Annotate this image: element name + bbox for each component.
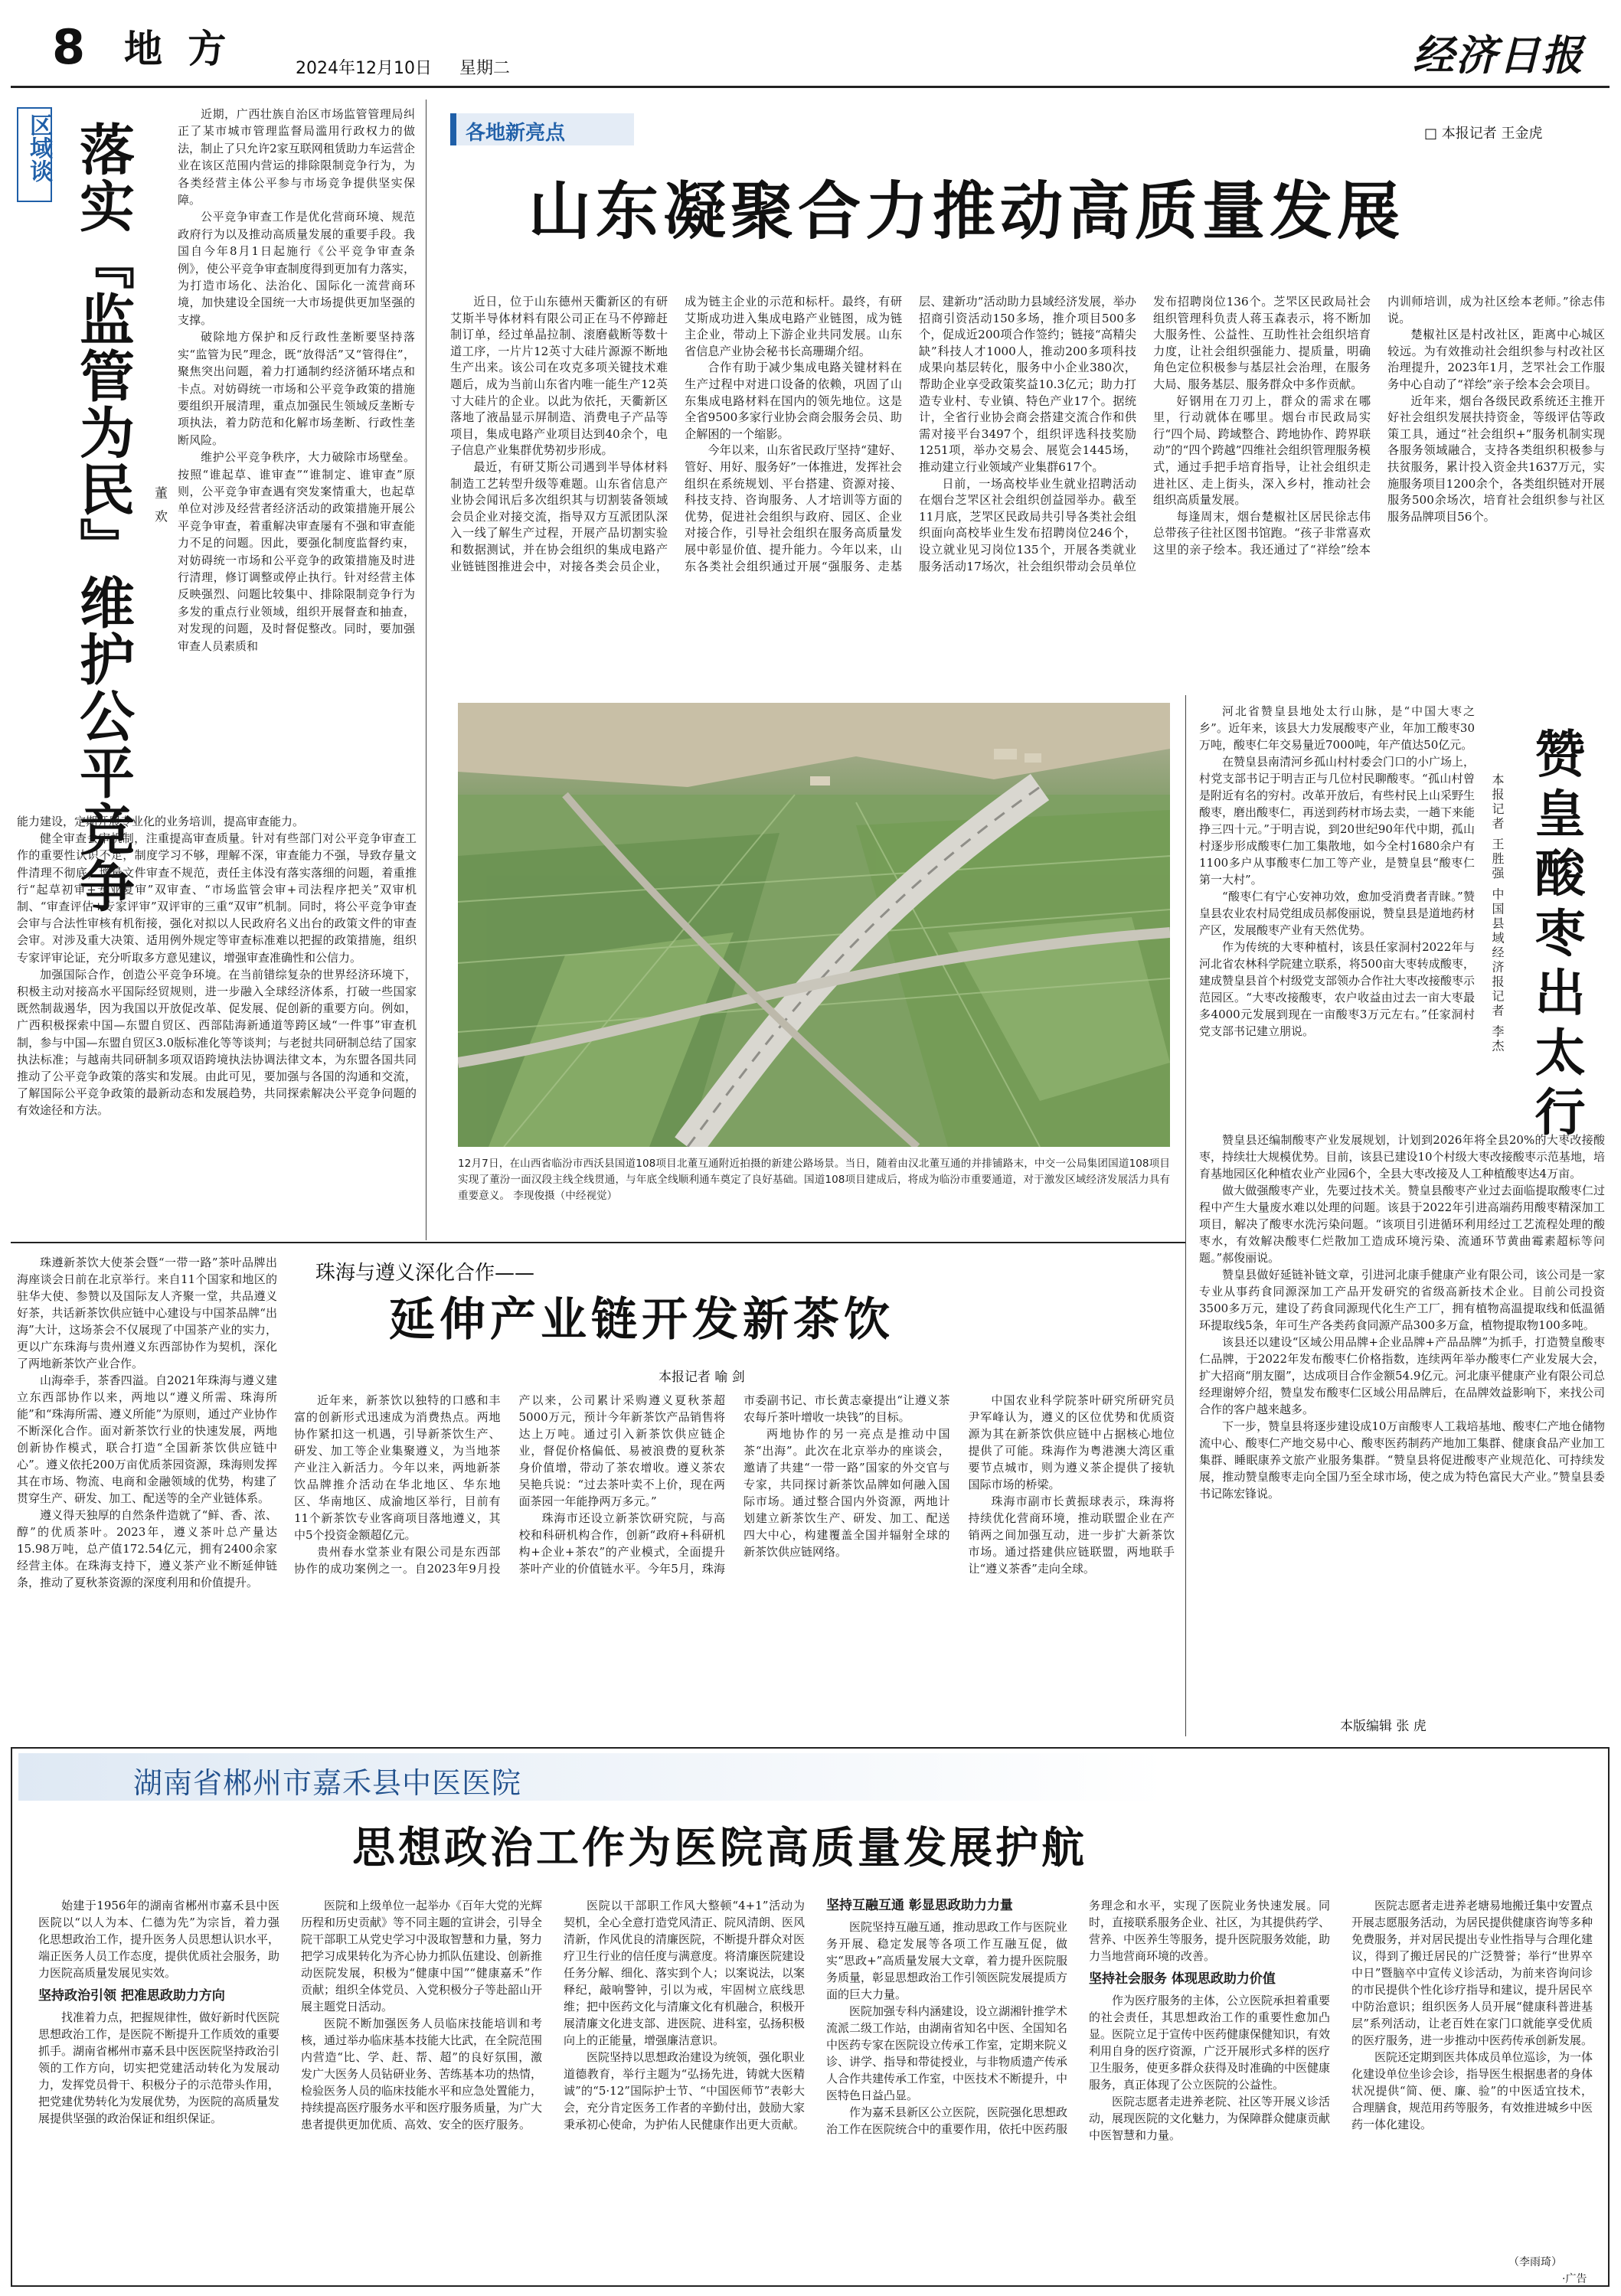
paragraph: 珠遵新茶饮大使茶会暨“一带一路”茶叶品牌出海座谈会日前在北京举行。来自11个国家和地区的驻华大使、参赞以及国际友人齐聚一堂，共品遵义好茶，共话新茶饮供应链中心建设与中国茶品牌“出海”大计，这场茶会不仅展现了中国茶产业的实力，更以广东珠海与贵州遵义东西部协作为契机，深化了两地新茶饮产业合作。 [17, 1256, 277, 1370]
paragraph: 楚椒社区是村改社区，距离中心城区较远。为有效推动社会组织参与村改社区治理提升，2023年1月，芝罘社会工作服务中心自动了“祥绘”亲子绘本会会项目。 [1387, 328, 1605, 391]
hospital-banner [18, 1753, 1167, 1801]
paragraph: 健全审查会审机制，注重提高审查质量。针对有些部门对公平竞争审查工作的重要性认识不足，制度学习不够，理解不深，审查能力不强，导致存量文件清理不彻底，增量文件审查不规范，责任主体没有落实落细的问题，着重推行“起草初审+专业复审”双审查、“市场监管会审+司法程序把关”双审机制、“审查评估+专家评审”双评审的三重“双审”机制。同时，将公平竞争审查会审与合法性审核有机衔接，强化对拟以人民政府名义出台的政策文件的审查会审。对涉及重大决策、适用例外规定等审查标准难以把握的政策措施，组织专家评审论证，充分听取多方意见建议，增强审查准确性和公信力。 [17, 831, 417, 965]
paragraph: 河北省赞皇县地处太行山脉，是“中国大枣之乡”。近年来，该县大力发展酸枣产业，年加工酸枣30万吨，酸枣仁年交易量近7000吨，年产值达50亿元。 [1199, 704, 1475, 752]
highway-aerial-photo [458, 703, 1170, 1147]
column-tag: 区域谈 [25, 113, 52, 182]
paragraph: 作为医疗服务的主体，公立医院承担着重要的社会责任，其思想政治工作的重要性愈加凸显。医院立足于宣传中医药健康保健知识，有效利用自身的医疗资源，广泛开展形式多样的医疗卫生服务，使更多群众获得及时准确的中医健康服务，真正体现了公立医院的公益性。 [1089, 1994, 1331, 2092]
paragraph: 医院加强专科内涵建设，设立湖湘针推学术流派二级工作站，由湖南省知名中医、全国知名中医药专家在医院设立传承工作室，定期来院义诊、讲学、指导和带徒授业，与非物质遗产传承人合作共建传承工作室，中医技术不断提升，中医特色日益凸显。 [826, 2004, 1068, 2102]
paragraph: 医院志愿者走进养老院、社区等开展义诊活动，展现医院的文化魅力，为保障群众健康贡献中医智慧和力量。 [1089, 2095, 1331, 2142]
paragraph: 在赞皇县南清河乡孤山村村委会门口的小广场上，村党支部书记于明吉正与几位村民聊酸枣。“孤山村曾是附近有名的穷村。改革开放后，有些村民上山采野生酸枣，磨出酸枣仁，再送到药材市场去卖，一趟下来能挣三四十元。”于明吉说，到20世纪90年代中期，孤山村逐步形成酸枣仁加工集散地，如今全村1680余户有1100多户从事酸枣仁加工等产业，是赞皇县“酸枣仁第一大村”。 [1199, 755, 1475, 887]
paragraph: “酸枣仁有宁心安神功效，愈加受消费者青睐。”赞皇县农业农村局党组成员郝俊丽说，赞皇县是道地药材产区，发展酸枣产业有天然优势。 [1199, 890, 1475, 937]
paragraph: 合作有助于减少集成电路关键材料在生产过程中对进口设备的依赖，巩固了山东集成电路材料在国内的领先地位。这是全省9500多家行业协会商会服务会员、助企解困的一个缩影。 [685, 361, 902, 441]
shandong-byline: □ 本报记者 王金虎 [1424, 126, 1543, 142]
paragraph: 今年以来，山东省民政厅坚持“建好、管好、用好、服务好”一体推进，发挥社会组织在系统规划、平台搭建、资源对接、科技支持、咨询服务、人才培训等方面的优势，促进社会组织与政府、园区、企业对接合作，引导社会组织在服务高质量发展中彰显价值、提升能力。今年以来，山东各类社会组织通过开展“强服务、走基层、建新功”活动助力县域经济发展，举办招商引资活动150多场，推介项目500多个，促成近200项合作签约；链接“高精尖缺”科技人才1000人，推动200多项科技成果向基层转化，服务中小企业380次，帮助企业享受政策奖益10.3亿元；助力打造专业村、专业镇、特色产业17个。据统计，全省行业协会商会搭建交流合作和供需对接平台3497个，组织评选科技奖励1251项，举办交易会、展览会1445场，推动建立行业领域产业集群617个。 [685, 295, 1136, 573]
column-divider [1185, 695, 1186, 1736]
paragraph: 两地协作的另一亮点是推动中国茶“出海”。此次在北京举办的座谈会，邀请了共建“一带一路”国家的外交官与专家，共同探讨新茶饮品牌如何融入国际市场。通过整合国内外资源，两地计划建立新茶饮生产、研发、加工、配送四大中心，构建覆盖全国并辐射全球的新茶饮供应链网络。 [744, 1427, 950, 1559]
issue-weekday: 星期二 [459, 59, 511, 78]
paragraph: 遵义得天独厚的自然条件造就了“鲜、香、浓、醇”的优质茶叶。2023年，遵义茶叶总产量达15.98万吨，总产值172.54亿元，拥有2400余家经营主体。在珠海支持下，遵义茶产业不断延伸链条，推动了夏秋茶资源的深度利用和价值提升。 [17, 1508, 277, 1589]
paragraph: 医院坚持互融互通，推动思政工作与医院业务开展、稳定发展等各项工作互融互促，做实“思政+”高质量发展大文章，着力提升医院服务质量，彰显思想政治工作引领医院发展提质方面的巨大力量。 [826, 1920, 1068, 2001]
paragraph: 医院以干部职工作风大整顿“4+1”活动为契机，全心全意打造党风清正、院风清朗、医风清新，作风优良的清廉医院，不断提升群众对医疗卫生行业的信任度与满意度。将清廉医院建设任务分解、细化、落实到个人；以案说法，以案释纪，敲响警钟，引以为戒，牢固树立底线思维；把中医药文化与清廉文化有机融合，积极开展清廉文化进支部、进医院、进科室，弘扬积极向上的正能量，增强廉洁意识。 [564, 1899, 806, 2047]
jujube-columns-bottom [1199, 1132, 1605, 1707]
section-heading: 坚持互融互通 彰显思政助力力量 [826, 1898, 1013, 1913]
paragraph: 医院还定期到医共体成员单位巡诊，为一体化建设单位坐诊会诊，指导医生根据患者的身体状况提供“简、便、廉、验”的中医适宜技术，合理膳食，规范用药等服务，有效推进城乡中医药一体化建设。 [1351, 2050, 1593, 2131]
paragraph: 加强国际合作，创造公平竞争环境。在当前错综复杂的世界经济环境下，积极主动对接高水平国际经贸规则，进一步融入全球经济体系，打破一些国家既然制裁遏华，因为我国以开放促改革、促发展、促创新的重要方向。例如，广西积极探索中国—东盟自贸区、西部陆海新通道等跨区域“一件事”审查机制，参与中国—东盟自贸区3.0版标准化等等谈判；与老挝共同研制总结了国家执法标准；与越南共同研制多项双语跨境执法协调法律文本，为东盟各国共同推动了公平竞争政策的落实和发展。由此可见，要加强与各国的沟通和交流，了解国际公平竞争政策的最新动态和发展趋势，共同探索解决公平竞争问题的有效途径和方法。 [17, 967, 417, 1118]
jujube-columns [1199, 703, 1475, 1132]
ad-mark: ·广告 [1562, 2273, 1587, 2285]
paragraph: 做大做强酸枣产业，先要过技术关。赞皇县酸枣产业过去面临提取酸枣仁过程中产生大量废水难以处理的问题。该县于2022年引进高端药用酸枣精深加工项目，解决了酸枣水洗污染问题。“该项目引进循环利用经过工艺流程处理的酸枣水，有效解决酸枣仁烂散加工造成环境污染、流通环节黄曲霉素超标等问题。”郝俊丽说。 [1199, 1184, 1605, 1265]
page-header [0, 0, 1621, 88]
paragraph: 医院志愿者走进养老塘易地搬迁集中安置点开展志愿服务活动，为居民提供健康咨询等多种免费服务，并对居民提出专业性指导与合理化建议，得到了搬迁居民的广泛赞誉；举行“世界卒中日”暨脑卒中宣传义诊活动，为前来咨询问诊的市民提供个性化诊疗指导和建议，提升居民卒中防治意识；组织医务人员开展“健康科普进基层”系列活动，让老百姓在家门口就能享受优质的医疗服务，进一步推动中医药传承创新发展。 [1351, 1899, 1593, 2047]
section-heading: 坚持政治引领 把准思政助力方向 [38, 1988, 225, 2004]
shandong-columns [450, 294, 1605, 677]
zhuhai-title: 延伸产业链开发新茶饮 [389, 1293, 894, 1347]
paragraph: 下一步，赞皇县将逐步建设成10万亩酸枣人工栽培基地、酸枣仁产地仓储物流中心、酸枣仁产地交易中心、酸枣医药制药产地加工集群、健康食品产业加工集群、睡眠康养文旅产业服务集群。“赞皇县将促进酸枣产业规范化、可持续发展，推动赞皇酸枣走向全国乃至全球市场，使之成为特色富民大产业。”赞皇县委书记陈宏锋说。 [1199, 1419, 1605, 1501]
left-article-author: 董 欢 [152, 486, 167, 526]
paragraph: 近年来，烟台各级民政系统还主推开好社会组织发展扶持资金，等级评估等政策工具，通过“社会组织+”服务机制实现各服务领域融合，支持各类组织积极参与扶贫服务，累计投入资金共1637万元，实施服务项目1200余个，各类组织链对开展服务500余场次，培育社会组织参与社区服务品牌项目56个。 [1387, 394, 1605, 524]
paragraph: 公平竞争审查工作是优化营商环境、规范政府行为以及推动高质量发展的重要手段。我国自今年8月1日起施行《公平竞争审查条例》，使公平竞争审查制度得到更加有力落实，为打造市场化、法治化、国际化一流营商环境，加快建设全国统一大市场提供更加坚强的支撑。 [178, 210, 415, 327]
paragraph: 贵州春水堂茶业有限公司是东西部协作的成功案例之一。自2023年9月投产以来，公司累计采购遵义夏秋茶超5000万元，预计今年新茶饮产品销售将达上万吨。通过引入新茶饮供应链企业，督促价格偏低、易被浪费的夏秋茶身价值增，带动了茶农增收。遵义茶农吴艳兵说：“过去茶叶卖不上价，现在两面茶园一年能挣两万多元。” [294, 1393, 725, 1576]
section-name: 地 方 [124, 26, 233, 71]
left-article-title: 落实『监管为民』维护公平竞争 [70, 121, 135, 914]
paragraph: 近年来，新茶饮以独特的口感和丰富的创新形式迅速成为消费热点。两地协作紧扣这一机遇，引导新茶饮生产、研发、加工等企业集聚遵义，为当地茶产业注入新活力。今年以来，两地新茶饮品牌推介活动在华北地区、华东地区、华南地区、成渝地区举行，目前有11个新茶饮专业客商项目落地遵义，其中5个投资金额超亿元。 [294, 1393, 501, 1542]
hospital-signature: （李雨琦） [1508, 2256, 1562, 2268]
section-heading: 坚持社会服务 体现思政助力价值 [1089, 1971, 1276, 1987]
left-article-top-columns [178, 106, 415, 810]
paragraph: 赞皇县做好延链补链文章，引进河北康手健康产业有限公司，该公司是一家专业从事药食同源深加工产品开发研究的省级高新技术企业。目前公司投资3500多万元，建设了药食同源现代化生产工厂，拥有植物高温提取线和低温循环提取线5条，年可生产各类药食同源产品300多万盒，植物提取物100多吨。 [1199, 1268, 1605, 1332]
zhuhai-byline: 本报记者 喻 剑 [659, 1370, 745, 1385]
paragraph: 近日，位于山东德州天衢新区的有研艾斯半导体材料有限公司正在马不停蹄赶制订单，经过单晶拉制、滚磨截断等数十道工序，一片片12英寸大硅片源源不断地生产出来。该公司在攻克多项关键技术难题后，成为当前山东省内唯一能生产12英寸大硅片的企业。以此为依托，天衢新区落地了液晶显示屏制造、消费电子产品等项目，集成电路产业项目达到40余个，电子信息产业集群优势初步形成。 [450, 295, 668, 458]
paragraph: 每逢周末，烟台楚椒社区居民徐志伟总带孩子往社区图书馆跑。“孩子非常喜欢这里的亲子绘本。我还通过了“祥绘”绘本内训师培训，成为社区绘本老师。”徐志伟说。 [1153, 295, 1605, 557]
photo-caption: 12月7日，在山西省临汾市西沃县国道108项目北董互通附近拍摄的新建公路场景。当日，随着由汉北董互通的并排铺路末，中交一公局集团国道108项目实现了董汾一面汉段主线全线贯通，与年底全线顺利通车奠定了良好基础。国道108项目建成后，将成为临汾市重要通道，对于激发区域经济发展活力具有重要意义。 李现俊摄（中经视觉） [458, 1158, 1170, 1202]
jujube-title: 赞皇酸枣出太行 [1526, 727, 1586, 1145]
zhuhai-intro-column [17, 1254, 277, 1744]
paragraph: 近期，广西壮族自治区市场监管管理局纠正了某市城市管理监督局滥用行政权力的做法，制止了只允许2家互联网租赁助力车运营企业在该区范围内营运的排除限制竞争行为，为各类经营主体公平参与市场竞争提供坚实保障。 [178, 107, 415, 207]
paragraph: 找准着力点，把握规律性，做好新时代医院思想政治工作，是医院不断提升工作质效的重要抓手。湖南省郴州市嘉禾县中医医院坚持政治引领的工作方向，切实把党建活动转化为发展动力，发挥党员骨干、积极分子的示范带头作用，把党建优势转化为发展优势，为医院的高质量发展提供坚强的政治保证和组织保证。 [38, 2010, 280, 2125]
paragraph: 好钢用在刀刃上，群众的需求在哪里，行动就体在哪里。烟台市民政局实行“四个局、跨域整合、跨地协作、跨界联动”的“四个跨越”四维社会组织管理服务模式，通过手把手培育指导，让社会组织走进社区、走上街头，深入乡村，推动社会组织高质量发展。 [1153, 394, 1371, 508]
paragraph: 医院坚持以思想政治建设为统领，强化职业道德教育，举行主题为“弘扬先进，铸就大医精诚”的“5·12”国际护士节、“中国医师节”表彰大会，充分肯定医务工作者的辛勤付出，鼓励大家秉承初心使命，为护佑人民健康作出更大贡献。 [564, 2050, 806, 2131]
kicker-banner [450, 113, 634, 145]
shandong-title: 山东凝聚合力推动高质量发展 [528, 175, 1405, 248]
hospital-title: 思想政治工作为医院高质量发展护航 [352, 1823, 1087, 1873]
paragraph: 山海牵手，茶香四溢。自2021年珠海与遵义建立东西部协作以来，两地以“遵义所需、珠海所能”和“珠海所需、遵义所能”为原则，通过产业协作不断深化合作。面对新茶饮行业的快速发展，两地创新协作模式，联合打造“全国新茶饮供应链中心”。遵义依托200万亩优质茶园资源，珠海则发挥其在市场、物流、电商和金融领域的优势，构建了贯穿生产、研发、加工、配送等的全产业链体系。 [17, 1373, 277, 1505]
zhuhai-lead: 珠海与遵义深化合作—— [315, 1262, 535, 1285]
section-rule [11, 1242, 1185, 1243]
paragraph: 赞皇县还编制酸枣产业发展规划，计划到2026年将全县20%的大枣改接酸枣，持续壮大规模优势。目前，该县已建设10个村级大枣改接酸枣示范基地，培育基地园区化种植农业产业园6个，全县大枣改接及人工种植酸枣达4万亩。 [1199, 1133, 1605, 1181]
left-article-bottom-columns [17, 813, 417, 1233]
paragraph: 中国农业科学院茶叶研究所研究员尹军峰认为，遵义的区位优势和优质资源为其在新茶饮供应链中占据核心地位提供了可能。珠海作为粤港澳大湾区重要节点城市，则为遵义茶企提供了接轨国际市场的桥梁。 [968, 1393, 1175, 1491]
page-editor: 本版编辑 张 虎 [1340, 1719, 1427, 1734]
paragraph: 医院不断加强医务人员临床技能培训和考核，通过举办临床基本技能大比武，在全院范围内营造“比、学、赶、帮、超”的良好氛围，激发广大医务人员钻研业务、苦练基本功的热情，检验医务人员的临床技能水平和应急处置能力，持续提高医疗服务水平和医疗服务质量，为广大患者提供更加优质、高效、安全的医疗服务。 [301, 2017, 543, 2131]
hospital-name: 湖南省郴州市嘉禾县中医医院 [133, 1766, 522, 1800]
paragraph: 最近，有研艾斯公司遇到半导体材料制造工艺转型升级等难题。山东省信息产业协会闻讯后多次组织其与切割装备领域会员企业对接交流，指导双方互派团队深入一线了解生产过程，开展产品切割实验和数据测试，并在协会组织的集成电路产业链链图推进会中，对接各类会员企业，成为链主企业的示范和标杆。最终，有研艾斯成功进入集成电路产业链图，成为链主企业，带动上下游企业共同发展。山东省信息产业协会秘书长高珊瑚介绍。 [450, 295, 902, 573]
paragraph: 日前，一场高校毕业生就业招聘活动在烟台芝罘区社会组织创益园举办。截至11月底，芝罘区民政局共引导各类社会组织面向高校毕业生发布招聘岗位246个，设立就业见习岗位135个，开展各类就业服务活动17场次，社会组织带动会员单位发布招聘岗位136个。芝罘区民政局社会组织管理科负责人蒋玉森表示，将不断加大服务性、公益性、互助性社会组织培育力度，让社会组织强能力、提质量，明确角色定位积极参与基层社会治理，在服务大局、服务基层、服务群众中多作贡献。 [919, 295, 1371, 573]
paragraph: 医院和上级单位一起举办《百年大党的光辉历程和历史贡献》等不同主题的宣讲会，引导全院干部职工从党史学习中汲取智慧和力量，努力把学习成果转化为齐心协力抓队伍建设、创新推动医院发展，积极为“健康中国”“健康嘉禾”作贡献；组织全体党员、入党积极分子等赴韶山开展主题党日活动。 [301, 1899, 543, 2013]
jujube-byline: 本报记者 王胜强 中国县域经济报记者 李杰 [1490, 773, 1505, 1054]
paragraph: 能力建设，定期开展专业化的业务培训，提高审查能力。 [17, 815, 305, 828]
issue-date: 2024年12月10日 [296, 59, 432, 78]
zhuhai-columns [294, 1392, 1175, 1738]
column-tag-box [17, 107, 52, 202]
masthead-logo: 经济日报 [1413, 31, 1584, 80]
page-number: 8 [52, 19, 86, 75]
paragraph: 作为嘉禾县新区公立医院，医院强化思想政治工作在医院统合中的重要作用，依托中医药服务理念和水平，实现了医院业务快速发展。同时，直接联系服务企业、社区，为其提供药学、营养、中医养生等服务，提升医院服务效能，助力当地营商环境的改善。 [826, 1899, 1331, 2136]
paragraph: 珠海市还设立新茶饮研究院，与高校和科研机构合作，创新“政府+科研机构+企业+茶农”的产业模式，全面提升茶叶产业的价值链水平。今年5月，珠海市委副书记、市长黄志豪提出“让遵义茶农每斤茶叶增收一块钱”的目标。 [518, 1393, 950, 1576]
paragraph: 维护公平竞争秩序，大力破除市场壁垒。按照“谁起草、谁审查”“谁制定、谁审查”原则，公平竞争审查遇有突发案情重大，也起草单位对涉及经营者经济活动的政策措施开展公平竞争审查，着重解决审查屡有不强和审查能力不足的问题。因此，要强化制度监督约束，对妨碍统一市场和公平竞争的政策措施及时进行清理，修订调整或停止执行。针对经营主体反映强烈、问题比较集中、排除限制竞争行为多发的重点行业领域，组织开展督查和抽查，对发现的问题，及时督促整改。同时，要加强审查人员素质和 [178, 450, 415, 653]
paragraph: 珠海市副市长黄振球表示，珠海将持续优化营商环境，推动联盟企业在产销两之间加强互动，进一步扩大新茶饮市场。通过搭建供应链联盟，两地联手让“遵义茶香”走向全球。 [968, 1494, 1175, 1576]
paragraph: 作为传统的大枣种植村，该县任家洞村2022年与河北省农林科学院建立联系，将500亩大枣转成酸枣，建成赞皇县首个村级党支部领办合作社大枣改接酸枣示范园区。“大枣改接酸枣，农户收益由过去一亩大枣最多4000元发展到现在一亩酸枣3万元左右。”任家洞村党支部书记建立朋说。 [1199, 940, 1475, 1038]
paragraph: 该县还以建设“区域公用品牌+企业品牌+产品品牌”为抓手，打造赞皇酸枣仁品牌，于2022年发布酸枣仁价格指数，连续两年举办酸枣仁产业发展大会，扩大招商“朋友圈”，达成项目合作金额54.9亿元。河北康平健康产业有限公司总经理谢婷介绍，赞皇发布酸枣仁区域公用品牌后，在品牌效益影响下，来找公司合作的客户越来越多。 [1199, 1335, 1605, 1416]
paragraph: 始建于1956年的湖南省郴州市嘉禾县中医医院以“以人为本、仁德为先”为宗旨，着力强化思想政治工作，提升医务人员思想认识水平，端正医务人员工作态度，提供优质社会服务，助力医院高质量发展见实效。 [38, 1899, 280, 1980]
paragraph: 破除地方保护和反行政性垄断要坚持落实“监管为民”理念，既“放得活”又“管得住”，聚焦突出问题，着力打通制约经济循环堵点和卡点。对妨碍统一市场和公平竞争政策的措施要组织开展清理，重点加强民生领域反垄断专项执法，着力防范和化解市场垄断、行政性垄断风险。 [178, 330, 415, 447]
header-rule [11, 86, 1610, 88]
kicker-text: 各地新亮点 [466, 122, 566, 145]
hospital-columns [38, 1897, 1593, 2280]
photo-illustration [458, 703, 1170, 1147]
